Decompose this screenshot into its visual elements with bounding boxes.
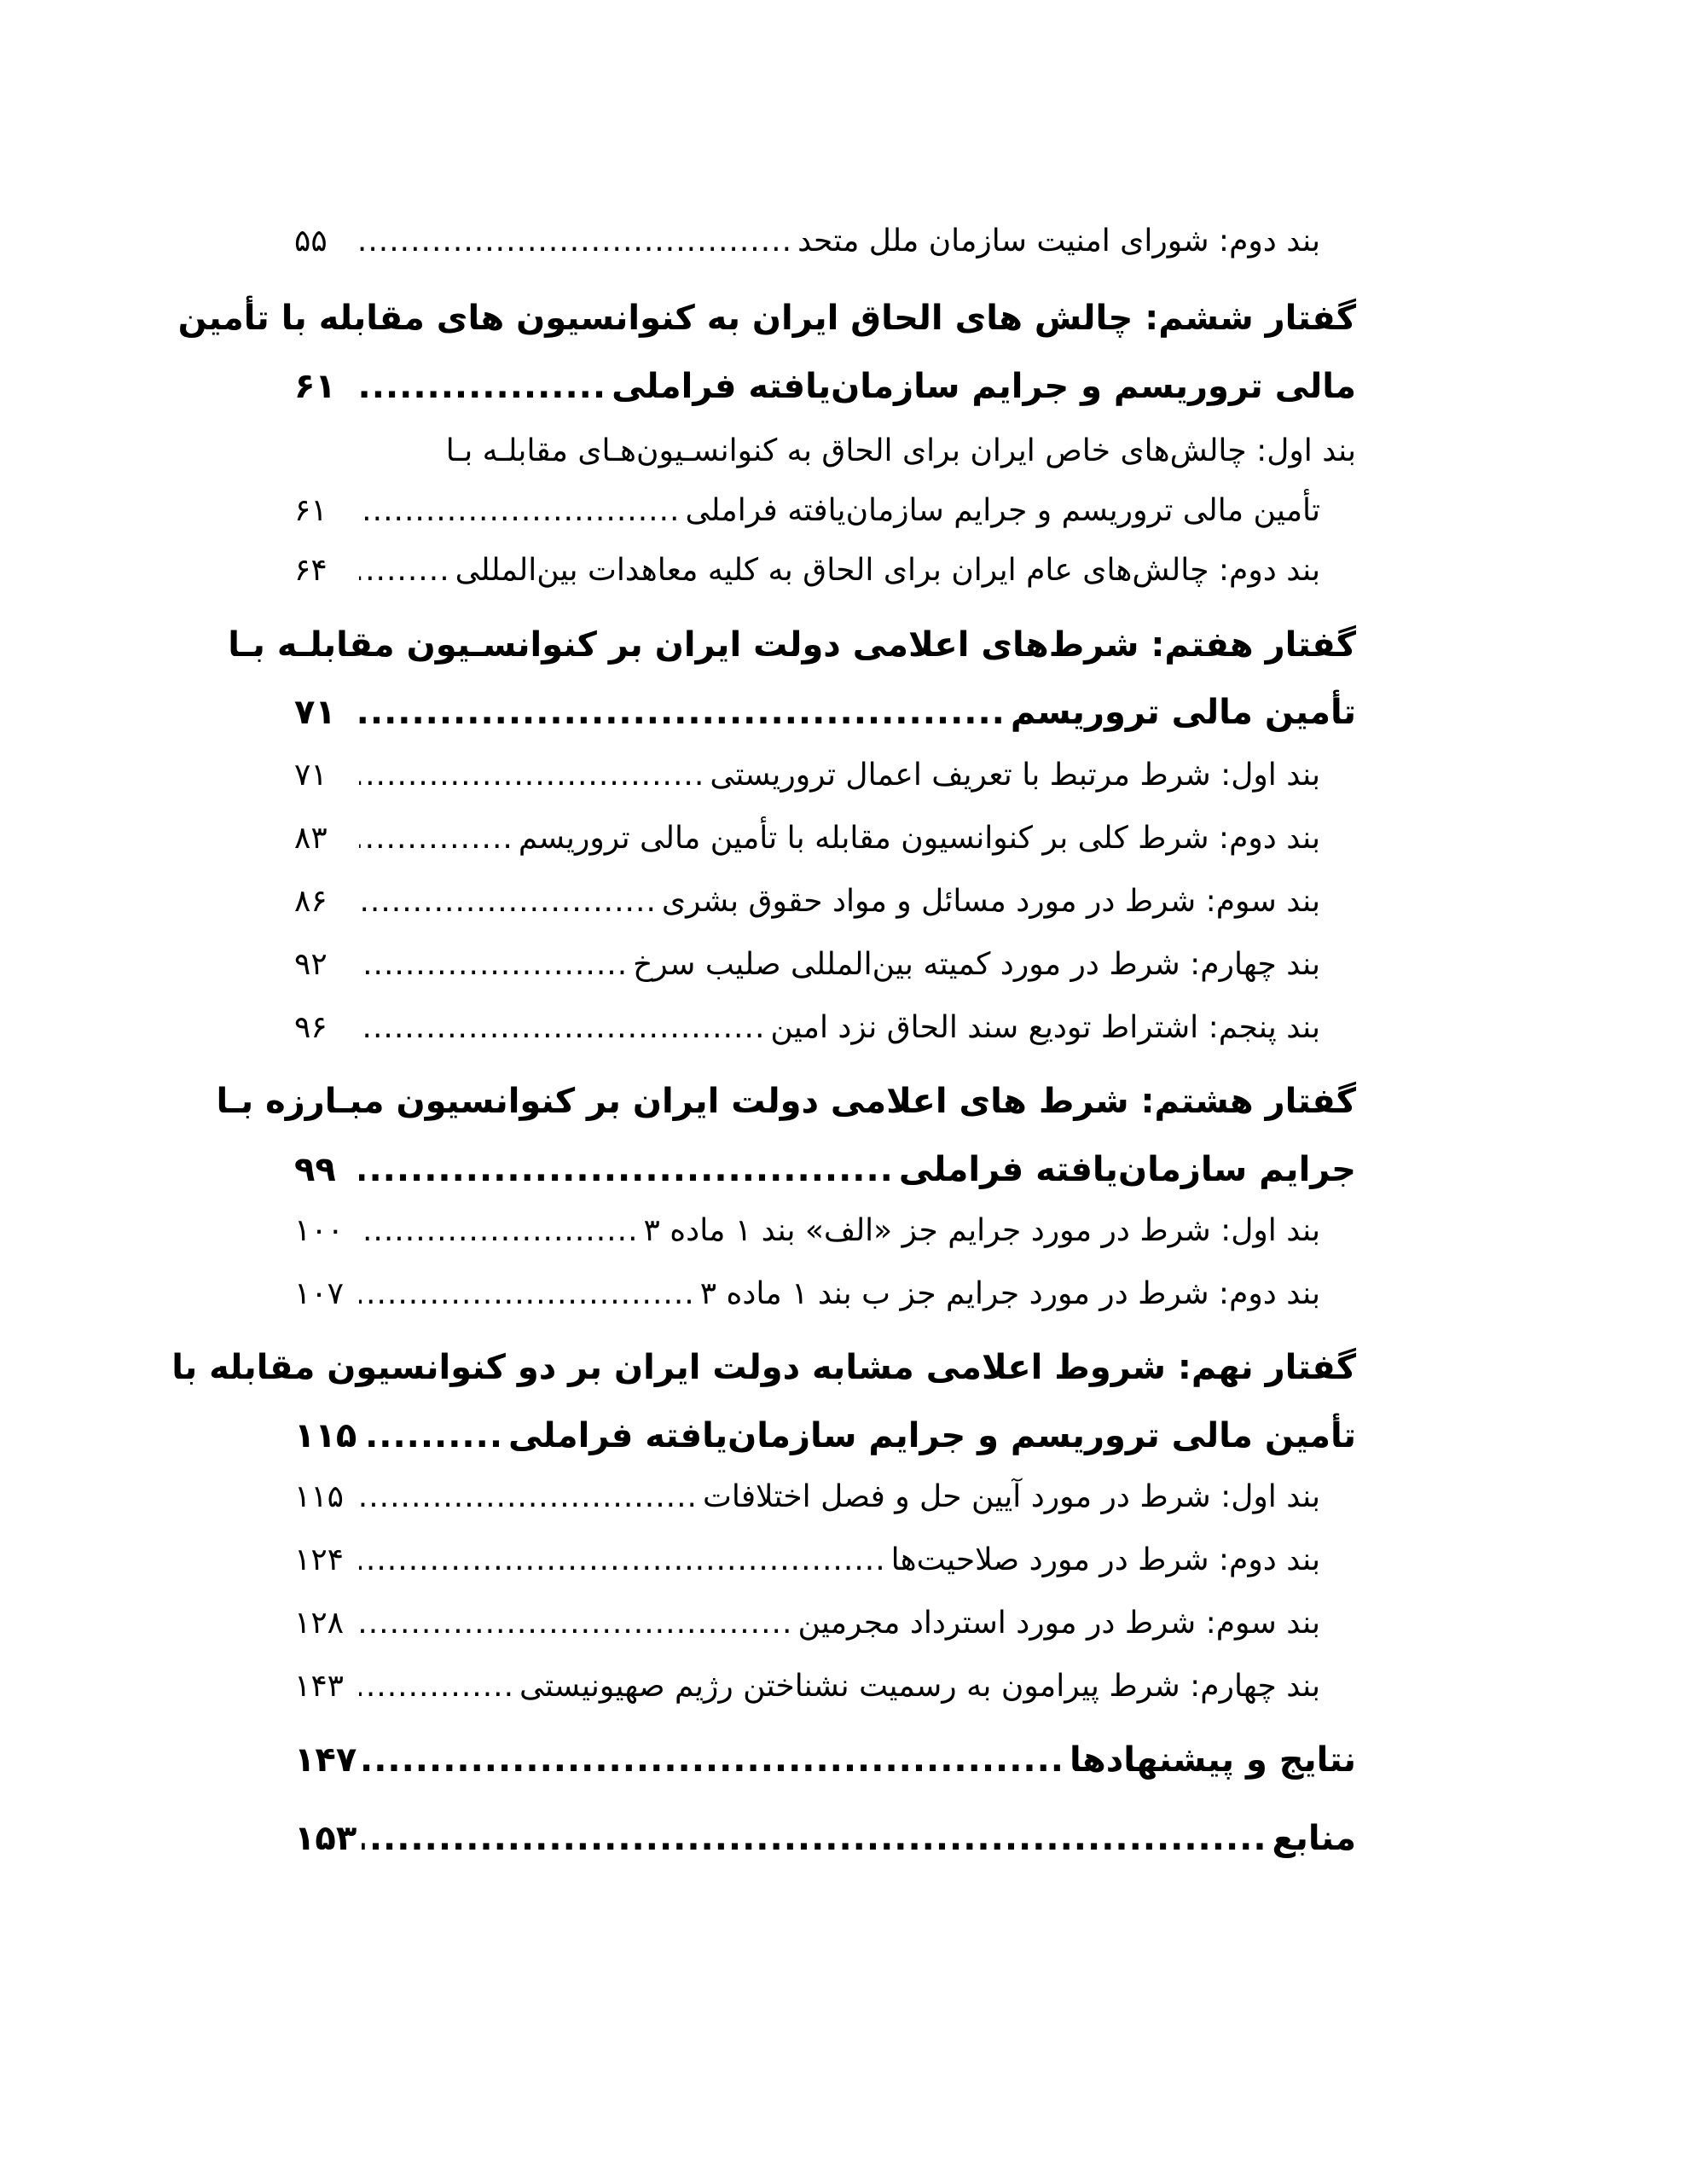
- toc-page-number: ۹۶: [294, 1010, 328, 1045]
- toc-entry[interactable]: [294, 224, 1356, 258]
- dot-leader: [359, 553, 450, 588]
- toc-entry-title: نتایج و پیشنهادها: [1069, 1740, 1356, 1780]
- dot-leader: [359, 1606, 792, 1641]
- toc-entry-title: جرایم سازمان‌یافته فراملی: [898, 1150, 1356, 1189]
- toc-heading-line: گفتار ششم: چالش های الحاق ایران به کنوانسیون های مقابله با تأمین: [177, 299, 1356, 338]
- dot-leader: [359, 947, 628, 982]
- toc-entry-title: بند چهارم: شرط در مورد کمیته بین‌المللی صلیب سرخ: [633, 947, 1320, 982]
- toc-entry[interactable]: [294, 1606, 1356, 1641]
- toc-page-number: ۱۲۸: [294, 1606, 345, 1641]
- toc-entry[interactable]: [294, 553, 1356, 588]
- dot-leader: [362, 1819, 1267, 1858]
- toc-page-number: ۱۵۳: [294, 1819, 357, 1858]
- toc-page-number: ۱۱۵: [294, 1416, 357, 1455]
- toc-heading-entry[interactable]: [294, 1416, 1356, 1455]
- toc-entry-title: مالی تروریسم و جرایم سازمان‌یافته فراملی: [612, 367, 1356, 406]
- toc-entry-title: تأمین مالی تروریسم: [1010, 693, 1356, 732]
- toc-page-number: ۱۰۰: [294, 1213, 345, 1248]
- toc-heading-entry[interactable]: [294, 1819, 1356, 1858]
- toc-entry-title: بند چهارم: شرط پیرامون به رسمیت نشناختن رژیم صهیونیستی: [519, 1669, 1320, 1704]
- toc-entry[interactable]: [294, 758, 1356, 793]
- toc-entry[interactable]: [294, 1276, 1356, 1311]
- toc-heading-line: گفتار هفتم: شرط‌های اعلامی دولت ایران بر کنوانسـیون مقابلـه بـا: [228, 625, 1356, 665]
- toc-entry[interactable]: [294, 1010, 1356, 1045]
- toc-entry-title: بند دوم: شرط کلی بر کنوانسیون مقابله با تأمین مالی تروریسم: [518, 821, 1320, 856]
- dot-leader: [359, 1479, 698, 1514]
- toc-entry-title: بند سوم: شرط در مورد مسائل و مواد حقوق بشری: [661, 884, 1320, 919]
- toc-heading-entry[interactable]: [294, 367, 1356, 406]
- toc-heading-entry[interactable]: [294, 1150, 1356, 1189]
- dot-leader: [359, 1213, 639, 1248]
- toc-entry-title: تأمین مالی تروریسم و جرایم سازمان‌یافته فراملی: [685, 493, 1320, 528]
- toc-heading-entry[interactable]: [294, 693, 1356, 732]
- toc-entry-title: بند اول: شرط مرتبط با تعریف اعمال تروریستی: [710, 758, 1320, 793]
- dot-leader: [359, 758, 704, 793]
- toc-entry-title: بند پنجم: اشتراط تودیع سند الحاق نزد امین: [770, 1010, 1320, 1045]
- toc-heading-line: گفتار هشتم: شرط های اعلامی دولت ایران بر کنوانسیون مبـارزه بـا: [216, 1082, 1356, 1121]
- toc-entry[interactable]: [294, 493, 1356, 528]
- toc-entry-title: تأمین مالی تروریسم و جرایم سازمان‌یافته فراملی: [508, 1416, 1356, 1455]
- dot-leader: [359, 1276, 695, 1311]
- toc-page-number: ۶۱: [294, 367, 336, 406]
- dot-leader: [359, 493, 680, 528]
- toc-entry[interactable]: [294, 1669, 1356, 1704]
- toc-entry[interactable]: [294, 947, 1356, 982]
- toc-page-number: ۶۴: [294, 553, 328, 588]
- toc-page-number: ۱۲۴: [294, 1542, 345, 1577]
- toc-entry-title: بند دوم: شورای امنیت سازمان ملل متحد: [797, 224, 1320, 258]
- toc-page-number: ۹۲: [294, 947, 328, 982]
- dot-leader: [359, 1150, 894, 1189]
- toc-page-number: ۶۱: [294, 493, 328, 528]
- toc-page-number: ۹۹: [294, 1150, 336, 1189]
- toc-page-number: ۱۴۷: [294, 1740, 357, 1780]
- toc-page-number: ۷۱: [294, 758, 328, 793]
- toc-entry-title: بند دوم: شرط در مورد صلاحیت‌ها: [890, 1542, 1320, 1577]
- dot-leader: [359, 1010, 765, 1045]
- toc-page-number: ۸۶: [294, 884, 328, 919]
- dot-leader: [359, 1669, 514, 1704]
- dot-leader: [359, 693, 1006, 732]
- dot-leader: [359, 224, 792, 258]
- toc-entry-line: بند اول: چالش‌های خاص ایران برای الحاق به کنوانسـیون‌هـای مقابلـه بـا: [445, 433, 1356, 468]
- dot-leader: [362, 1740, 1064, 1780]
- dot-leader: [359, 367, 606, 406]
- toc-page-number: ۱۰۷: [294, 1276, 345, 1311]
- toc-entry[interactable]: [294, 1213, 1356, 1248]
- toc-entry-title: منابع: [1272, 1819, 1356, 1858]
- toc-page-number: ۵۵: [294, 224, 328, 258]
- toc-entry-title: بند دوم: چالش‌های عام ایران برای الحاق به کلیه معاهدات بین‌المللی: [455, 553, 1320, 588]
- toc-entry[interactable]: [294, 821, 1356, 856]
- toc-page-number: ۷۱: [294, 693, 336, 732]
- dot-leader: [359, 884, 657, 919]
- toc-entry[interactable]: [294, 884, 1356, 919]
- toc-heading-entry[interactable]: [294, 1740, 1356, 1780]
- dot-leader: [362, 1416, 503, 1455]
- dot-leader: [359, 821, 513, 856]
- toc-entry-title: بند سوم: شرط در مورد استرداد مجرمین: [797, 1606, 1320, 1641]
- toc-entry-title: بند دوم: شرط در مورد جرایم جز ب بند ۱ ماده ۳: [699, 1276, 1320, 1311]
- toc-page-number: ۱۴۳: [294, 1669, 345, 1704]
- toc-entry[interactable]: [294, 1479, 1356, 1514]
- dot-leader: [359, 1542, 886, 1577]
- toc-page-number: ۱۱۵: [294, 1479, 345, 1514]
- toc-entry-title: بند اول: شرط در مورد آیین حل و فصل اختلافات: [702, 1479, 1320, 1514]
- toc-entry-title: بند اول: شرط در مورد جرایم جز «الف» بند ۱ ماده ۳: [643, 1213, 1320, 1248]
- toc-heading-line: گفتار نهم: شروط اعلامی مشابه دولت ایران بر دو کنوانسیون مقابله با: [171, 1348, 1356, 1387]
- toc-page-number: ۸۳: [294, 821, 328, 856]
- toc-entry[interactable]: [294, 1542, 1356, 1577]
